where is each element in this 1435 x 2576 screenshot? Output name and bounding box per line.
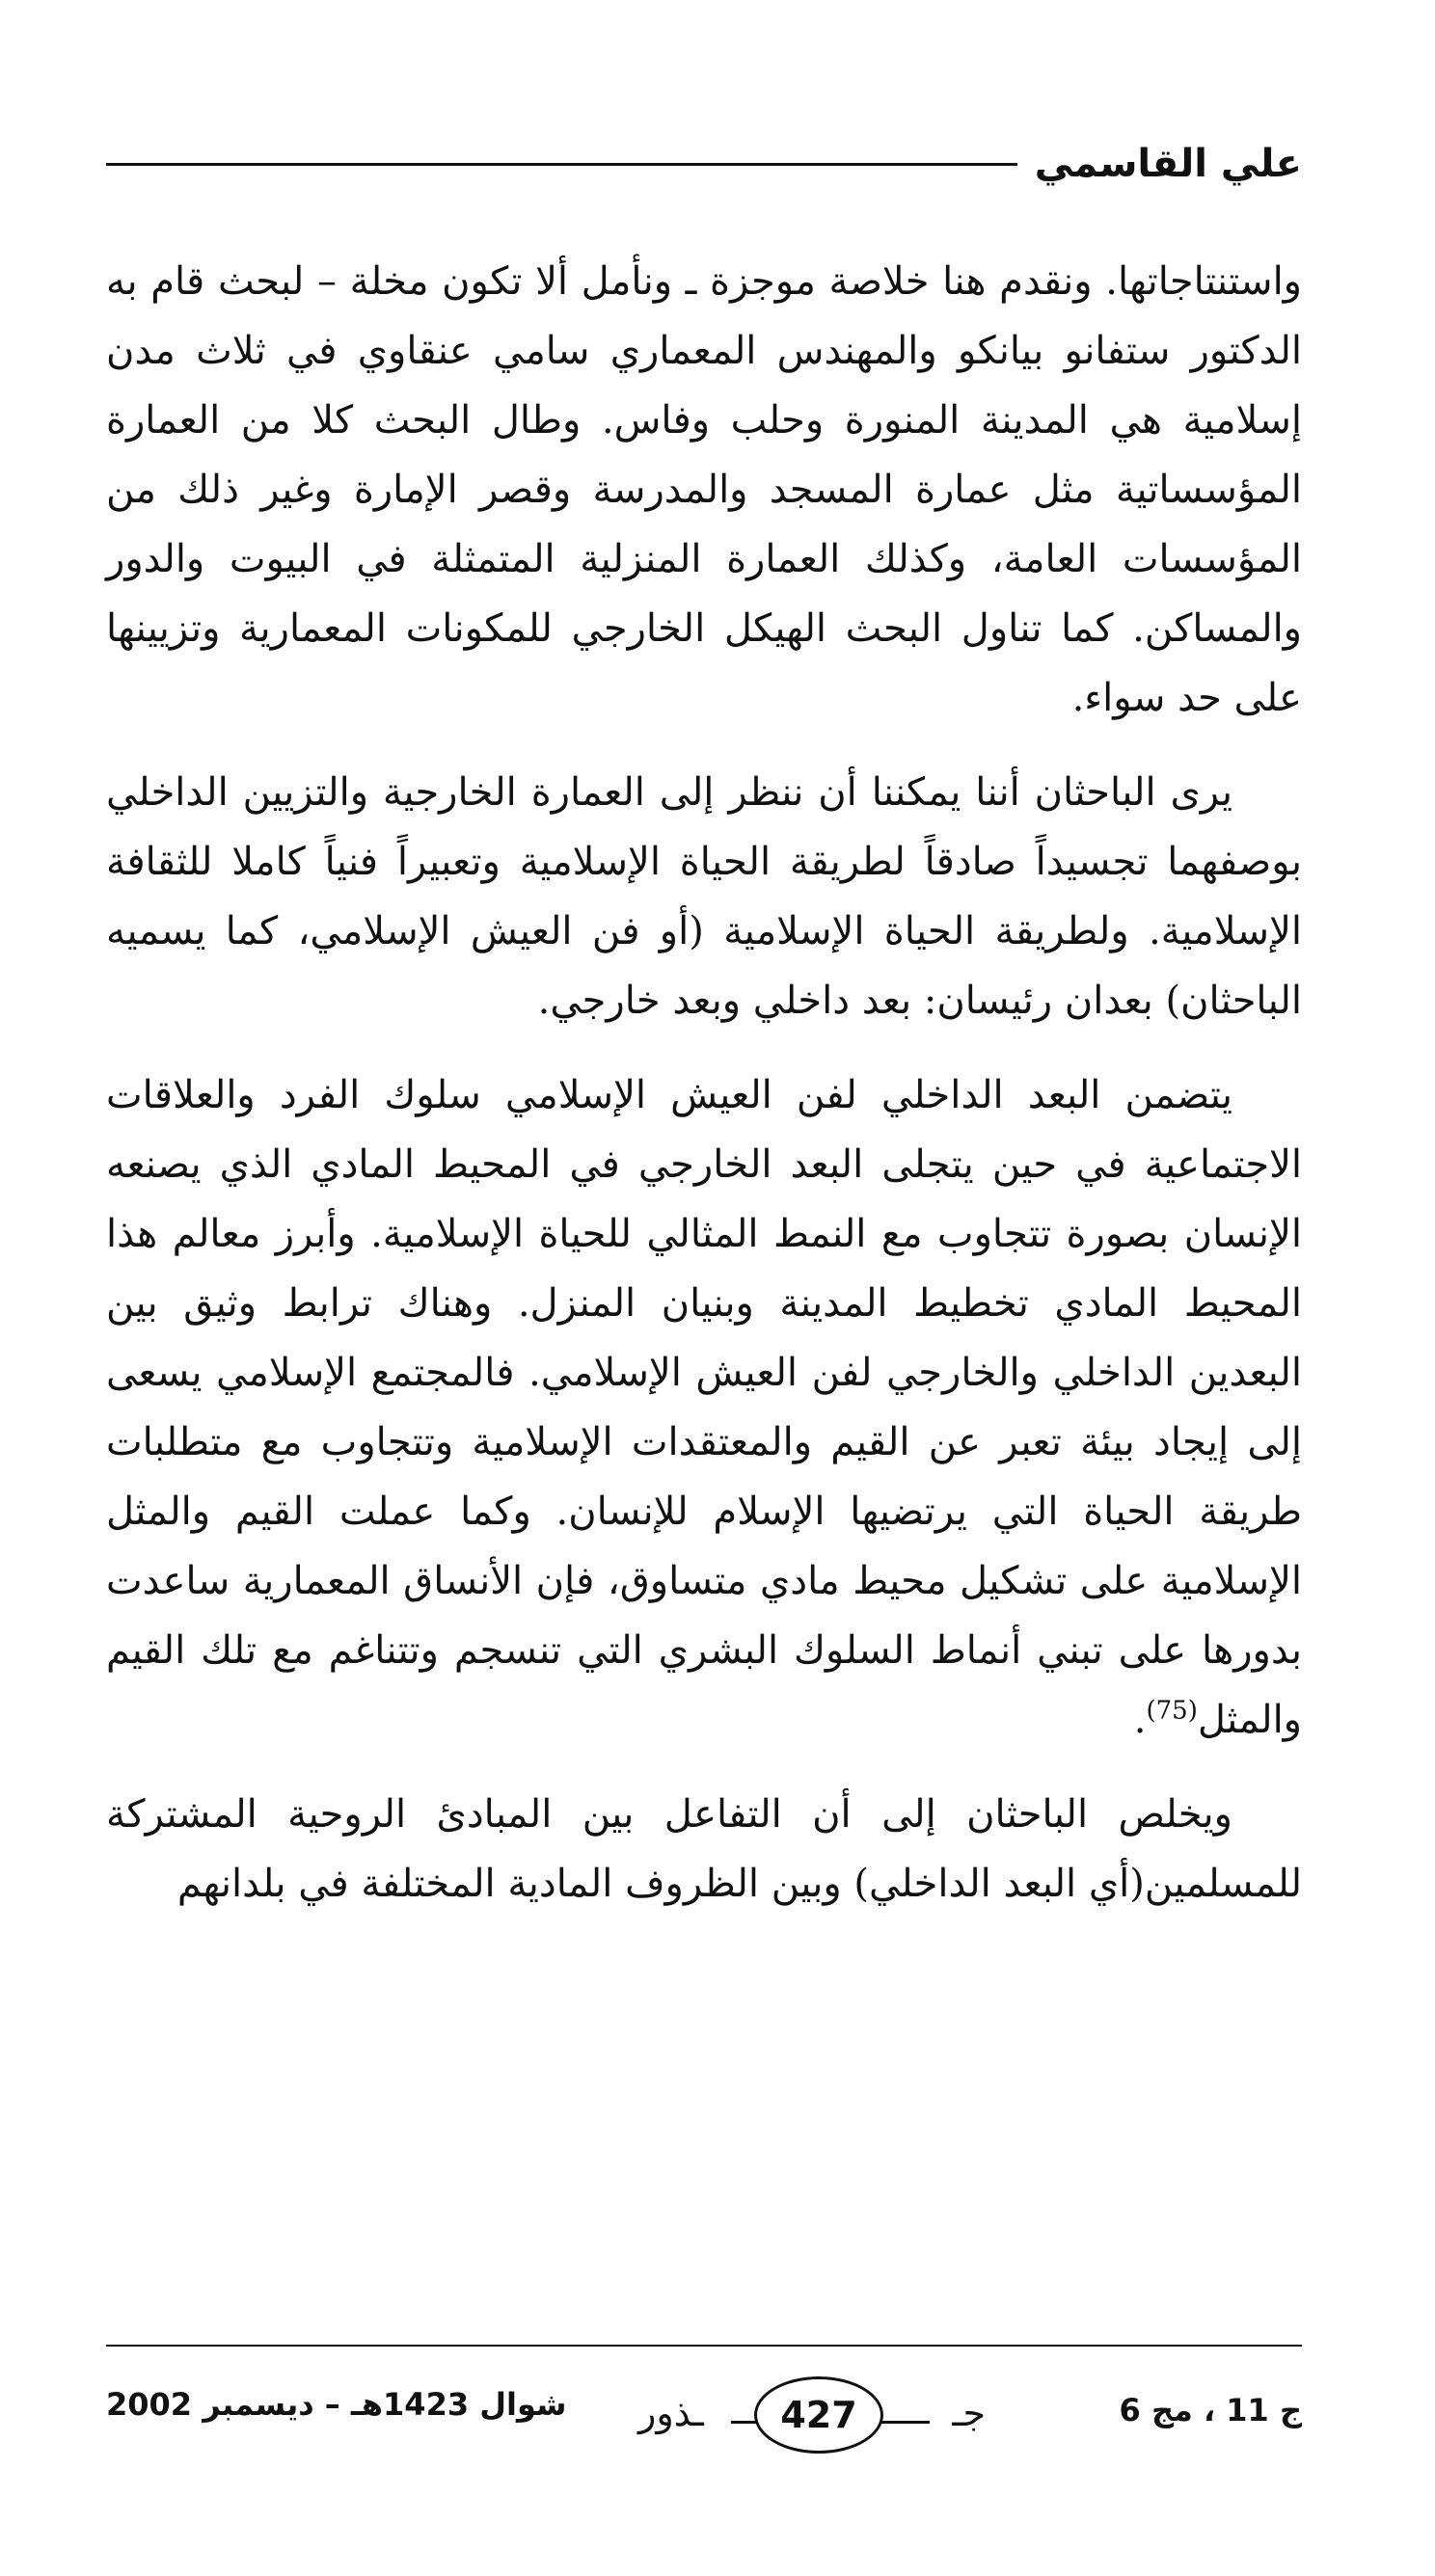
page-footer xyxy=(106,2367,1302,2463)
journal-connector-right xyxy=(880,2421,930,2424)
paragraph-2: يرى الباحثان أننا يمكننا أن ننظر إلى العمارة الخارجية والتزيين الداخلي بوصفهما تجسيداً صادقاً لطريقة الحياة الإسلامية وتعبيراً فنياً كاملا للثقافة الإسلامية. ولطريقة الحياة الإسلامية (أو فن العيش الإسلامي، كما يسميه الباحثان) بعدان رئيسان: بعد داخلي وبعد خارجي. xyxy=(106,770,1303,1023)
volume-info: ج 11 ، مج 6 xyxy=(1119,2392,1302,2428)
journal-connector-left xyxy=(731,2421,756,2424)
header-rule xyxy=(106,163,1017,166)
paragraph-3-end: . xyxy=(1133,1698,1147,1742)
paragraph-1: واستنتاجاتها. ونقدم هنا خلاصة موجزة ـ ونأمل ألا تكون مخلة – لبحث قام به الدكتور ستفانو بيانكو والمهندس المعماري سامي عنقاوي في ثلاث مدن إسلامية هي المدينة المنورة وحلب وفاس. وطال البحث كلا من العمارة المؤسساتية مثل عمارة المسجد والمدرسة وقصر الإمارة وغير ذلك من المؤسسات العامة، وكذلك العمارة المنزلية المتمثلة في البيوت والدور والمساكن. كما تناول البحث الهيكل الخارجي للمكونات المعمارية وتزيينها على حد سواء. xyxy=(106,259,1302,720)
running-header xyxy=(106,135,1302,193)
paragraph-3-text: يتضمن البعد الداخلي لفن العيش الإسلامي سلوك الفرد والعلاقات الاجتماعية في حين يتجلى البعد الخارجي في المحيط المادي الذي يصنعه الإنسان بصورة تتجاوب مع النمط المثالي للحياة الإسلامية. وأبرز معالم هذا المحيط المادي تخطيط المدينة وبنيان المنزل. وهناك ترابط وثيق بين البعدين الداخلي والخارجي لفن العيش الإسلامي. فالمجتمع الإسلامي يسعى إلى إيجاد بيئة تعبر عن القيم والمعتقدات الإسلامية وتتجاوب مع متطلبات طريقة الحياة التي يرتضيها الإسلام للإنسان. وكما عملت القيم والمثل الإسلامية على تشكيل محيط مادي متساوق، فإن الأنساق المعمارية ساعدت بدورها على تبني أنماط السلوك البشري التي تنسجم وتتناغم مع تلك القيم والمثل xyxy=(106,1073,1303,1742)
page-number: 427 xyxy=(754,2376,883,2454)
paragraph-3 xyxy=(106,1060,1302,1755)
author-name: علي القاسمي xyxy=(1034,142,1302,186)
paragraph-4: ويخلص الباحثان إلى أن التفاعل بين المبادئ الروحية المشتركة للمسلمين(أي البعد الداخلي) وبين الظروف المادية المختلفة في بلدانهم xyxy=(106,1792,1302,1906)
journal-name-start: جـ xyxy=(952,2392,986,2434)
footnote-reference: (75) xyxy=(1146,1696,1198,1726)
journal-mark xyxy=(638,2375,986,2461)
issue-date: شوال 1423هـ – ديسمبر 2002 xyxy=(106,2386,567,2423)
body-text xyxy=(106,247,1302,1944)
journal-name-end: ـذور xyxy=(638,2392,704,2434)
footer-rule xyxy=(106,2345,1302,2347)
